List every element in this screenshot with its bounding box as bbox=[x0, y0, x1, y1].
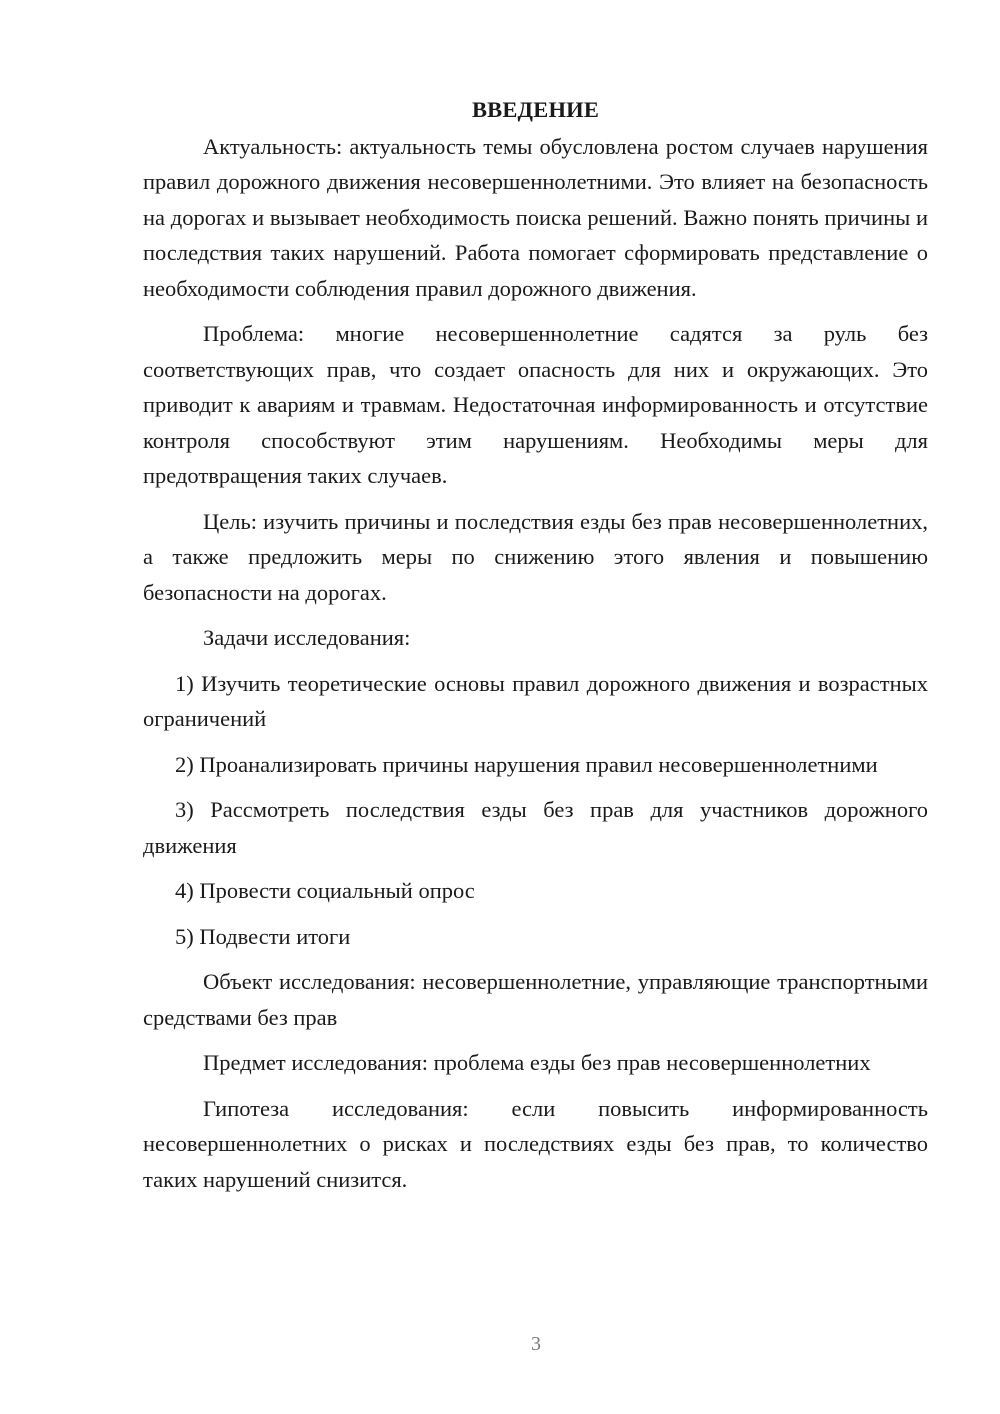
relevance-paragraph: Актуальность: актуальность темы обусловлена ростом случаев нарушения правил дорожного движения несовершеннолетними. Это влияет на безопасность на дорогах и вызывает необходимость поиска решений. Важно понять причины и последствия таких нарушений. Работа помогает сформировать представление о необходимости соблюдения правил дорожного движения. bbox=[143, 133, 928, 301]
hypothesis-paragraph: Гипотеза исследования: если повысить информированность несовершеннолетних о рисках и последствиях езды без прав, то количество таких нарушений снизится. bbox=[143, 1095, 928, 1192]
task-item-1: 1) Изучить теоретические основы правил дорожного движения и возрастных ограничений bbox=[143, 670, 928, 731]
task-item-3: 3) Рассмотреть последствия езды без прав для участников дорожного движения bbox=[143, 797, 928, 858]
task-item-4: 4) Провести социальный опрос bbox=[175, 878, 475, 903]
tasks-title: Задачи исследования: bbox=[203, 625, 411, 650]
page-number: 3 bbox=[531, 1333, 541, 1355]
problem-paragraph: Проблема: многие несовершеннолетние садятся за руль без соответствующих прав, что создает опасность для них и окружающих. Это приводит к авариям и травмам. Недостаточная информированность и отсутствие контроля способствуют этим нарушениям. Необходимы меры для предотвращения таких случаев. bbox=[143, 321, 928, 488]
object-paragraph: Объект исследования: несовершеннолетние, управляющие транспортными средствами без прав bbox=[143, 969, 928, 1030]
subject-paragraph: Предмет исследования: проблема езды без прав несовершеннолетних bbox=[203, 1050, 871, 1075]
goal-paragraph: Цель: изучить причины и последствия езды без прав несовершеннолетних, а также предложить меры по снижению этого явления и повышению безопасности на дорогах. bbox=[143, 508, 928, 605]
document-body bbox=[143, 92, 928, 1207]
task-item-5: 5) Подвести итоги bbox=[175, 923, 351, 949]
page-title: ВВЕДЕНИЕ bbox=[471, 97, 600, 122]
task-item-2: 2) Проанализировать причины нарушения правил несовершеннолетними bbox=[175, 751, 878, 777]
